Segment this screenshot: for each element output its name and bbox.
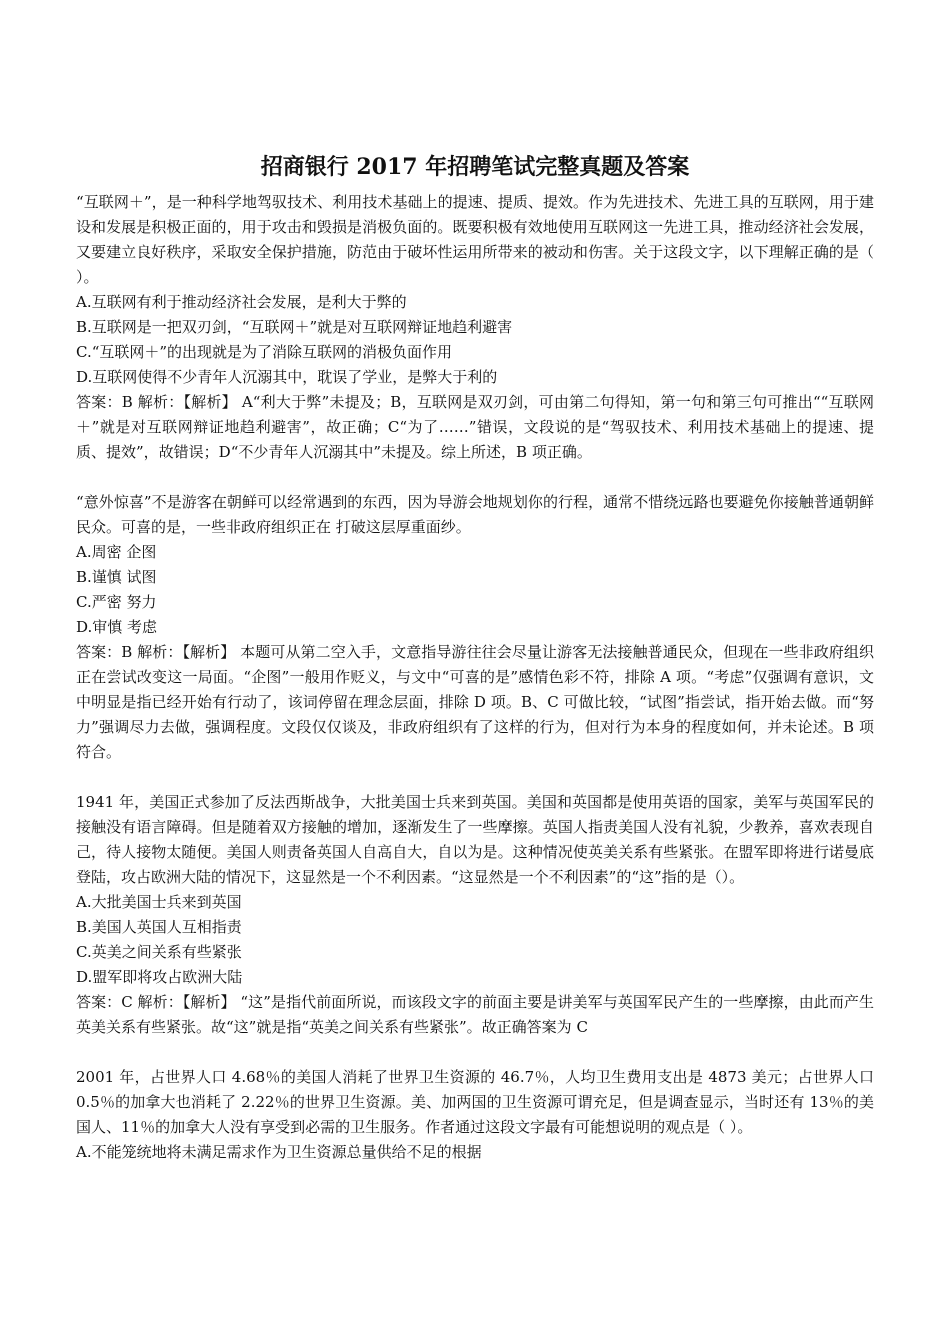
page-title: 招商银行 2017 年招聘笔试完整真题及答案	[260, 154, 690, 180]
question-stem: “意外惊喜”不是游客在朝鲜可以经常遇到的东西，因为导游会地规划你的行程，通常不惜绕远路也要避免你接触普通朝鲜民众。可喜的是，一些非政府组织正在 打破这层厚重面纱。	[76, 493, 874, 536]
question-4	[76, 1065, 874, 1165]
option-a: A.大批美国士兵来到英国	[76, 893, 242, 911]
option-c: C.英美之间关系有些紧张	[76, 943, 242, 961]
option-a: A.周密 企图	[76, 543, 157, 561]
option-d: D.盟军即将攻占欧洲大陆	[76, 968, 243, 986]
option-d: D.审慎 考虑	[76, 618, 158, 636]
answer-explanation: 答案：C 解析：【解析】 “这”是指代前面所说，而该段文字的前面主要是讲美军与英国军民产生的一些摩擦，由此而产生英美关系有些紧张。故“这”就是指“英美之间关系有些紧张”。故正确答案为 C	[76, 993, 874, 1036]
question-stem: 2001 年，占世界人口 4.68％的美国人消耗了世界卫生资源的 46.7％，人均卫生费用支出是 4873 美元；占世界人口 0.5％的加拿大也消耗了 2.22％的世界卫生资源。美、加两国的卫生资源可谓充足，但是调查显示，当时还有 13％的美国人、11％的加拿大人没有享受到必需的卫生服务。作者通过这段文字最有可能想说明的观点是（ ）。	[76, 1068, 874, 1136]
answer-explanation: 答案：B 解析：【解析】 本题可从第二空入手，文意指导游往往会尽量让游客无法接触普通民众，但现在一些非政府组织正在尝试改变这一局面。“企图”一般用作贬义，与文中“可喜的是”感情色彩不符，排除 A 项。“考虑”仅强调有意识，文中明显是指已经开始有行动了，该词停留在理念层面，排除 D 项。B、C 可做比较，“试图”指尝试，指开始去做。而“努力”强调尽力去做，强调程度。文段仅仅谈及，非政府组织有了这样的行为，但对行为本身的程度如何，并未论述。B 项符合。	[76, 643, 874, 761]
option-b: B.美国人英国人互相指责	[76, 918, 242, 936]
option-c: C.严密 努力	[76, 593, 157, 611]
option-a: A.互联网有利于推动经济社会发展，是利大于弊的	[76, 293, 407, 311]
option-b: B.谨慎 试图	[76, 568, 157, 586]
question-stem: 1941 年，美国正式参加了反法西斯战争，大批美国士兵来到英国。美国和英国都是使用英语的国家，美军与英国军民的接触没有语言障碍。但是随着双方接触的增加，逐渐发生了一些摩擦。英国人指责美国人没有礼貌，少教养，喜欢表现自己，待人接物太随便。美国人则责备英国人自高自大，自以为是。这种情况使英美关系有些紧张。在盟军即将进行诺曼底登陆，攻占欧洲大陆的情况下，这显然是一个不利因素。“这显然是一个不利因素”的“这”指的是（）。	[76, 793, 874, 886]
option-c: C.“互联网＋”的出现就是为了消除互联网的消极负面作用	[76, 343, 453, 361]
answer-explanation: 答案：B 解析：【解析】 A“利大于弊”未提及；B，互联网是双刃剑，可由第二句得知，第一句和第三句可推出““互联网＋”就是对互联网辩证地趋利避害”，故正确；C“为了……”错误，文段说的是“驾驭技术、利用技术基础上的提速、提质、提效”，故错误；D“不少青年人沉溺其中”未提及。综上所述，B 项正确。	[76, 393, 874, 461]
question-stem: “互联网＋”，是一种科学地驾驭技术、利用技术基础上的提速、提质、提效。作为先进技术、先进工具的互联网，用于建设和发展是积极正面的，用于攻击和毁损是消极负面的。既要积极有效地使用互联网这一先进工具，推动经济社会发展，又要建立良好秩序，采取安全保护措施，防范由于破坏性运用所带来的被动和伤害。关于这段文字，以下理解正确的是（ ）。	[76, 193, 874, 286]
option-b: B.互联网是一把双刃剑，“互联网＋”就是对互联网辩证地趋利避害	[76, 318, 513, 336]
question-2	[76, 490, 874, 765]
question-3	[76, 790, 874, 1040]
question-1	[76, 190, 874, 465]
option-a: A.不能笼统地将未满足需求作为卫生资源总量供给不足的根据	[76, 1143, 482, 1161]
option-d: D.互联网使得不少青年人沉溺其中，耽误了学业，是弊大于利的	[76, 368, 498, 386]
